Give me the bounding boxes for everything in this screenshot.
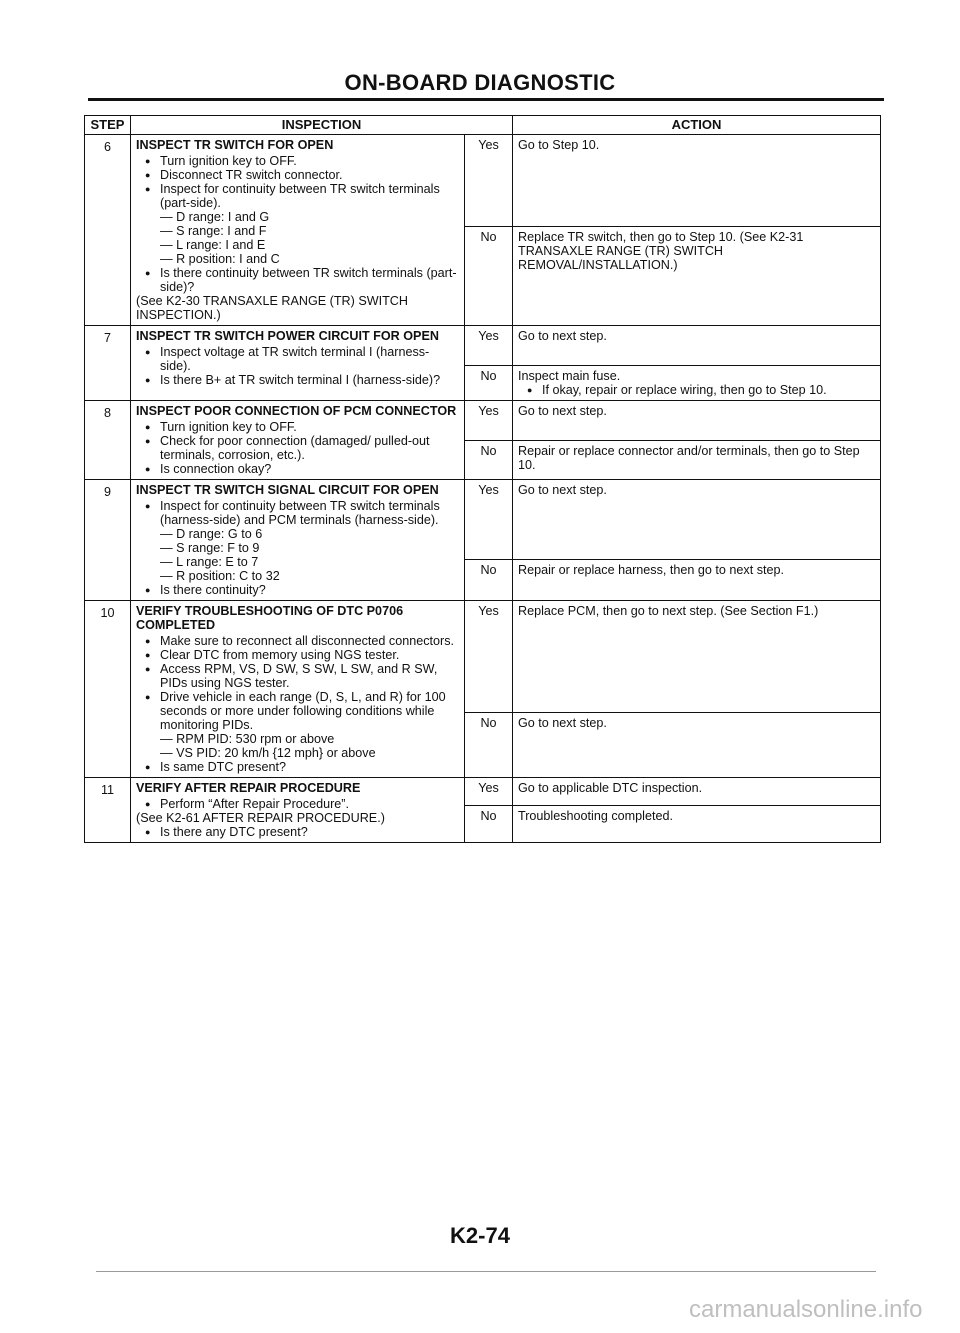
no-action: Go to next step. bbox=[513, 713, 881, 778]
table-header-row bbox=[85, 116, 881, 135]
yes-action: Go to Step 10. bbox=[513, 135, 881, 227]
step-row-yes bbox=[85, 601, 881, 713]
inspection-item: ● Inspect voltage at TR switch terminal I (harness-side). bbox=[160, 345, 459, 373]
inspection-title: INSPECT POOR CONNECTION OF PCM CONNECTOR bbox=[136, 404, 457, 418]
inspection-subitem: — R position: I and C bbox=[160, 252, 280, 266]
inspection-cell bbox=[131, 401, 465, 480]
no-label: No bbox=[465, 441, 513, 480]
yes-label: Yes bbox=[465, 326, 513, 366]
inspection-item: ● Access RPM, VS, D SW, S SW, L SW, and R SW, PIDs using NGS tester. bbox=[160, 662, 459, 690]
inspection-item: ● Is same DTC present? bbox=[160, 760, 459, 774]
inspection-reference: (See K2-30 TRANSAXLE RANGE (TR) SWITCH INSPECTION.) bbox=[136, 294, 408, 322]
inspection-subitem: — S range: F to 9 bbox=[160, 541, 260, 555]
inspection-list bbox=[136, 583, 459, 597]
inspection-list bbox=[136, 266, 459, 294]
inspection-subitem: — RPM PID: 530 rpm or above bbox=[160, 732, 335, 746]
inspection-item: ● Inspect for continuity between TR switch terminals (harness-side) and PCM terminals (harness-side). bbox=[160, 499, 459, 527]
inspection-list bbox=[136, 154, 459, 210]
yes-label: Yes bbox=[465, 401, 513, 441]
inspection-title: INSPECT TR SWITCH SIGNAL CIRCUIT FOR OPEN bbox=[136, 483, 439, 497]
footer-rule bbox=[96, 1271, 876, 1272]
step-row-yes bbox=[85, 135, 881, 227]
inspection-title: INSPECT TR SWITCH POWER CIRCUIT FOR OPEN bbox=[136, 329, 439, 343]
yes-label: Yes bbox=[465, 601, 513, 713]
inspection-item: ● Perform “After Repair Procedure”. bbox=[160, 797, 459, 811]
inspection-list bbox=[136, 420, 459, 476]
yes-action: Replace PCM, then go to next step. (See Section F1.) bbox=[513, 601, 881, 713]
inspection-subitem: — L range: I and E bbox=[160, 238, 266, 252]
inspection-cell bbox=[131, 135, 465, 326]
inspection-list bbox=[136, 345, 459, 387]
step-row-yes bbox=[85, 480, 881, 560]
step-number: 6 bbox=[85, 135, 131, 326]
yes-action: Go to next step. bbox=[513, 326, 881, 366]
inspection-item: ● Disconnect TR switch connector. bbox=[160, 168, 459, 182]
diagnostic-table bbox=[84, 115, 881, 843]
header-step: STEP bbox=[85, 116, 131, 135]
header-inspection: INSPECTION bbox=[131, 116, 513, 135]
inspection-subitem: — L range: E to 7 bbox=[160, 555, 259, 569]
yes-action: Go to applicable DTC inspection. bbox=[513, 778, 881, 806]
inspection-item: ● Is there continuity? bbox=[160, 583, 459, 597]
no-label: No bbox=[465, 560, 513, 601]
step-number: 11 bbox=[85, 778, 131, 843]
step-row-yes bbox=[85, 401, 881, 441]
inspection-item: ● Inspect for continuity between TR switch terminals (part-side). bbox=[160, 182, 459, 210]
inspection-subitem: — R position: C to 32 bbox=[160, 569, 280, 583]
inspection-list bbox=[136, 760, 459, 774]
inspection-title: VERIFY AFTER REPAIR PROCEDURE bbox=[136, 781, 361, 795]
inspection-cell bbox=[131, 480, 465, 601]
inspection-list bbox=[136, 634, 459, 732]
inspection-cell bbox=[131, 778, 465, 843]
step-number: 9 bbox=[85, 480, 131, 601]
header-rule bbox=[88, 98, 884, 101]
inspection-cell bbox=[131, 326, 465, 401]
inspection-item: ● Is connection okay? bbox=[160, 462, 459, 476]
inspection-list bbox=[136, 825, 459, 839]
yes-label: Yes bbox=[465, 480, 513, 560]
inspection-item: ● Is there B+ at TR switch terminal I (harness-side)? bbox=[160, 373, 459, 387]
inspection-item: ● Make sure to reconnect all disconnected connectors. bbox=[160, 634, 459, 648]
no-label: No bbox=[465, 227, 513, 326]
inspection-item: ● Check for poor connection (damaged/ pulled-out terminals, corrosion, etc.). bbox=[160, 434, 459, 462]
inspection-item: ● Turn ignition key to OFF. bbox=[160, 420, 459, 434]
step-row-yes bbox=[85, 778, 881, 806]
yes-action: Go to next step. bbox=[513, 401, 881, 441]
inspection-list bbox=[136, 499, 459, 527]
watermark[interactable]: carmanualsonline.info bbox=[689, 1296, 923, 1323]
no-action: Replace TR switch, then go to Step 10. (See K2-31 TRANSAXLE RANGE (TR) SWITCH REMOVAL/INSTALLATION.) bbox=[513, 227, 881, 326]
step-number: 7 bbox=[85, 326, 131, 401]
no-action-cell bbox=[513, 366, 881, 401]
inspection-subitem: — D range: I and G bbox=[160, 210, 270, 224]
inspection-subitem: — VS PID: 20 km/h {12 mph} or above bbox=[160, 746, 376, 760]
no-label: No bbox=[465, 713, 513, 778]
yes-label: Yes bbox=[465, 778, 513, 806]
no-action: Inspect main fuse. bbox=[518, 369, 621, 383]
no-action: Troubleshooting completed. bbox=[513, 806, 881, 843]
inspection-title: INSPECT TR SWITCH FOR OPEN bbox=[136, 138, 334, 152]
no-label: No bbox=[465, 806, 513, 843]
action-item: ● If okay, repair or replace wiring, then go to Step 10. bbox=[542, 383, 875, 397]
no-action: Repair or replace connector and/or terminals, then go to Step 10. bbox=[513, 441, 881, 480]
inspection-subitem: — S range: I and F bbox=[160, 224, 267, 238]
page-title: ON-BOARD DIAGNOSTIC bbox=[344, 70, 616, 95]
inspection-item: ● Clear DTC from memory using NGS tester. bbox=[160, 648, 459, 662]
inspection-list bbox=[136, 797, 459, 811]
page-number: K2-74 bbox=[450, 1223, 510, 1248]
inspection-title: VERIFY TROUBLESHOOTING OF DTC P0706 COMPLETED bbox=[136, 604, 404, 632]
inspection-subitem: — D range: G to 6 bbox=[160, 527, 263, 541]
yes-label: Yes bbox=[465, 135, 513, 227]
inspection-item: ● Turn ignition key to OFF. bbox=[160, 154, 459, 168]
inspection-cell bbox=[131, 601, 465, 778]
inspection-reference: (See K2-61 AFTER REPAIR PROCEDURE.) bbox=[136, 811, 385, 825]
no-action: Repair or replace harness, then go to next step. bbox=[513, 560, 881, 601]
inspection-item: ● Is there continuity between TR switch terminals (part-side)? bbox=[160, 266, 459, 294]
header-action: ACTION bbox=[513, 116, 881, 135]
no-label: No bbox=[465, 366, 513, 401]
step-number: 10 bbox=[85, 601, 131, 778]
inspection-item: ● Drive vehicle in each range (D, S, L, and R) for 100 seconds or more under following conditions while monitoring PIDs. bbox=[160, 690, 459, 732]
yes-action: Go to next step. bbox=[513, 480, 881, 560]
action-list bbox=[518, 383, 875, 397]
step-row-yes bbox=[85, 326, 881, 366]
step-number: 8 bbox=[85, 401, 131, 480]
inspection-item: ● Is there any DTC present? bbox=[160, 825, 459, 839]
